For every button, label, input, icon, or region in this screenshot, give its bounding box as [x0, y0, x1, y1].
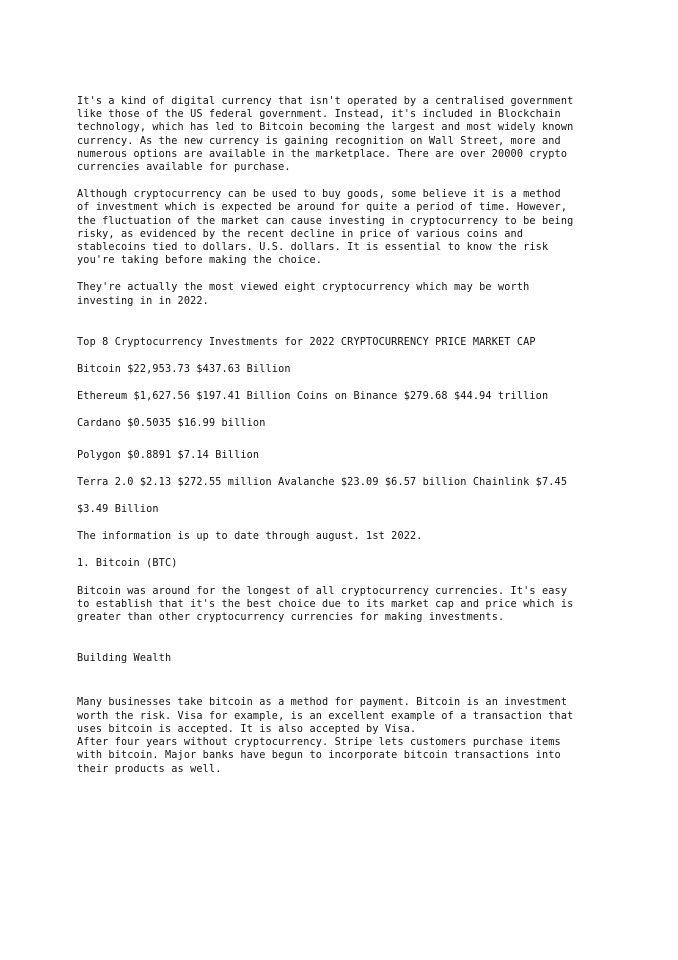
top-eight-intro-paragraph: They're actually the most viewed eight cryptocurrency which may be worth investing in in 2022. [77, 282, 530, 307]
bitcoin-paragraph: Bitcoin was around for the longest of all cryptocurrency currencies. It's easy to establish that it's the best choice due to its market cap and price which is greater than other cryptocurrency currencies for making investments. [77, 585, 574, 624]
table-row: Ethereum $1,627.56 $197.41 Billion Coins on Binance $279.68 $44.94 trillion [77, 391, 549, 403]
table-row: Terra 2.0 $2.13 $272.55 million Avalanche $23.09 $6.57 billion Chainlink $7.45 [77, 476, 568, 488]
investment-table-header: Top 8 Cryptocurrency Investments for 2022 CRYPTOCURRENCY PRICE MARKET CAP [77, 336, 536, 348]
intro-paragraph: It's a kind of digital currency that isn't operated by a centralised government like those of the US federal government. Instead, it's included in Blockchain technology, which has led to Bitcoin becoming the largest and most widely known currency. As the new currency is gaining recognition on Wall Street, more and numerous options are available in the marketplace. There are over 20000 crypto currencies available for purchase. [77, 96, 574, 174]
table-row: Polygon $0.8891 $7.14 Billion [77, 449, 260, 461]
table-row: Bitcoin $22,953.73 $437.63 Billion [77, 364, 291, 376]
update-note: The information is up to date through august. 1st 2022. [77, 531, 423, 543]
table-row: $3.49 Billion [77, 504, 159, 516]
section-heading-building-wealth: Building Wealth [77, 653, 172, 665]
section-heading-bitcoin: 1. Bitcoin (BTC) [77, 558, 178, 570]
building-wealth-paragraph: Many businesses take bitcoin as a method for payment. Bitcoin is an investment worth the risk. Visa for example, is an excellent example of a transaction that uses bitcoin is accepted. It is also accepted by Visa. After four years without cryptocurrency. Stripe lets customers purchase items with bitcoin. Major banks have begun to incorporate bitcoin transactions into their products as well. [77, 697, 574, 775]
risk-paragraph: Although cryptocurrency can be used to buy goods, some believe it is a method of investment which is expected be around for quite a period of time. However, the fluctuation of the market can cause investing in cryptocurrency to be being risky, as evidenced by the recent decline in price of various coins and stablecoins tied to dollars. U.S. dollars. It is essential to know the risk you're taking before making the choice. [77, 189, 574, 267]
table-row: Cardano $0.5035 $16.99 billion [77, 418, 266, 430]
document-page [77, 95, 607, 776]
